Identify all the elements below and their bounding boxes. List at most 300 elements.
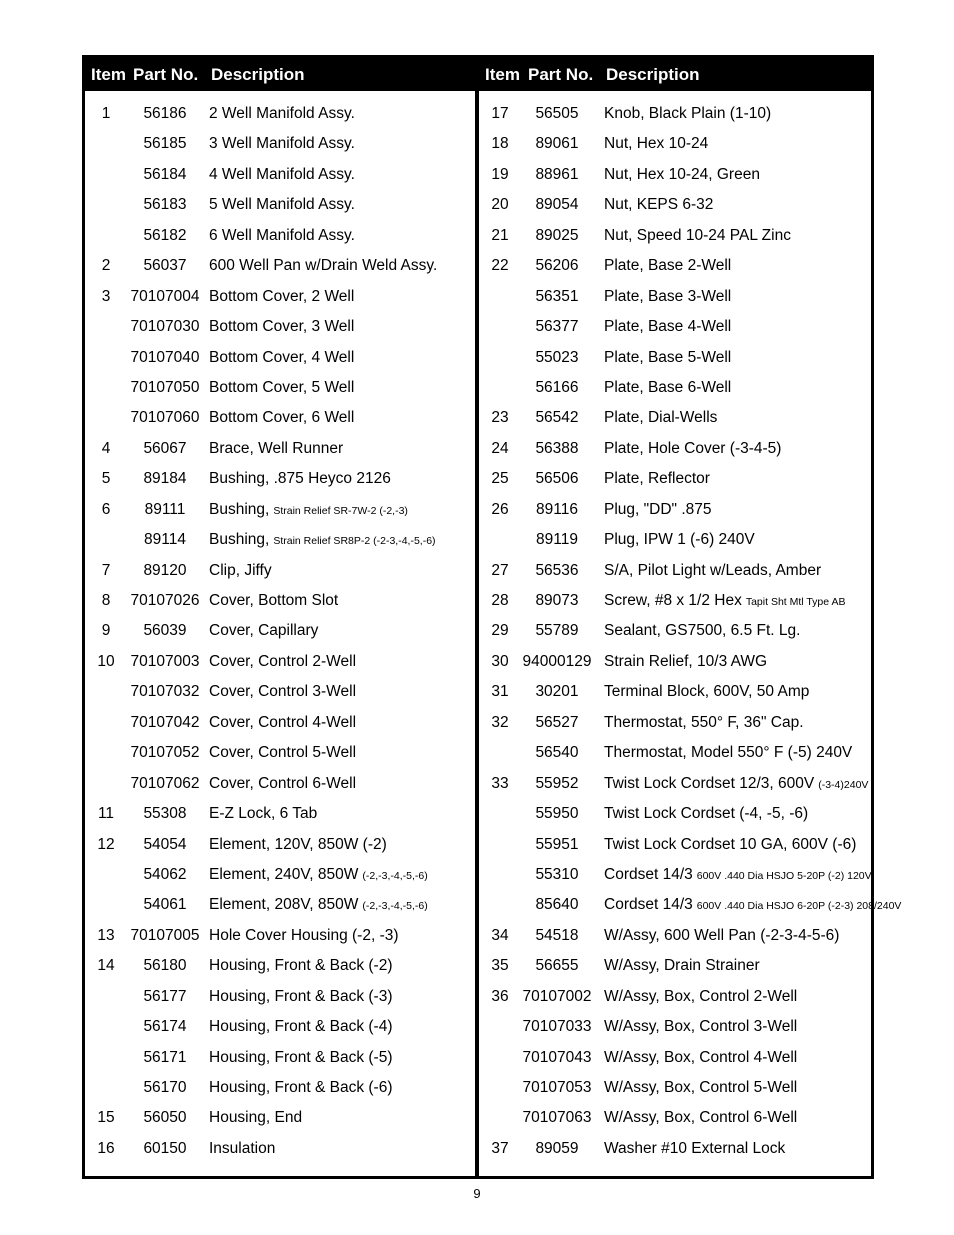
table-row xyxy=(479,182,871,212)
part-number: 70107030 xyxy=(130,318,200,336)
item-number: 11 xyxy=(97,805,115,823)
part-number: 56351 xyxy=(535,287,579,305)
item-number: 37 xyxy=(491,1139,509,1157)
description-text: Brace, Well Runner xyxy=(209,439,344,457)
part-description xyxy=(209,957,392,975)
part-number: 89120 xyxy=(143,561,187,579)
description-text: Bottom Cover, 4 Well xyxy=(209,348,355,366)
part-number: 89119 xyxy=(536,531,578,549)
part-number: 56166 xyxy=(535,378,579,396)
item-number: 21 xyxy=(491,226,509,244)
description-note: 600V .440 Dia HSJO 6-20P (-2-3) 208/240V xyxy=(696,900,902,913)
part-description xyxy=(604,409,717,427)
part-description xyxy=(209,1140,275,1158)
item-number: 26 xyxy=(491,500,509,518)
item-number: 29 xyxy=(491,622,509,640)
description-text: Twist Lock Cordset 12/3, 600V xyxy=(604,774,815,792)
table-row xyxy=(85,1095,475,1125)
table-row xyxy=(85,608,475,638)
part-description xyxy=(604,196,713,214)
part-number: 55023 xyxy=(535,348,579,366)
table-row xyxy=(85,365,475,395)
description-text: 3 Well Manifold Assy. xyxy=(209,135,355,153)
part-number: 70107060 xyxy=(130,409,200,427)
part-number: 94000129 xyxy=(522,652,592,670)
description-text: Cover, Bottom Slot xyxy=(209,592,339,609)
part-number: 56506 xyxy=(535,470,579,488)
part-number: 70107033 xyxy=(522,1018,592,1036)
table-row xyxy=(85,1035,475,1065)
part-number: 56542 xyxy=(535,409,579,427)
part-description xyxy=(209,622,318,640)
table-row xyxy=(85,578,475,608)
description-text: Plate, Dial-Wells xyxy=(604,409,718,427)
part-description xyxy=(604,1079,797,1097)
part-description xyxy=(209,775,356,793)
table-row xyxy=(479,1065,871,1095)
header-part-no: Part No. xyxy=(133,65,199,84)
table-row xyxy=(85,152,475,182)
part-description xyxy=(604,166,760,184)
description-text: Bottom Cover, 5 Well xyxy=(209,378,355,396)
description-note: (-3-4)240V xyxy=(818,778,869,791)
table-row xyxy=(85,669,475,699)
table-row xyxy=(85,426,475,456)
part-description xyxy=(209,318,354,336)
table-row xyxy=(85,791,475,821)
table-row xyxy=(85,487,475,517)
description-text: Housing, Front & Back (-5) xyxy=(209,1048,393,1066)
part-description xyxy=(604,1018,797,1036)
item-number: 25 xyxy=(491,470,509,488)
table-row xyxy=(479,243,871,273)
part-description xyxy=(604,288,731,306)
description-text: Housing, Front & Back (-3) xyxy=(209,987,393,1005)
description-text: Washer #10 External Lock xyxy=(604,1139,786,1157)
part-description xyxy=(209,166,355,184)
part-number: 56185 xyxy=(143,135,187,153)
description-text: Clip, Jiffy xyxy=(209,561,272,579)
description-text: Plate, Base 6-Well xyxy=(604,378,732,396)
table-row xyxy=(85,822,475,852)
table-row xyxy=(85,121,475,151)
item-number: 30 xyxy=(491,652,509,670)
table-row xyxy=(85,182,475,212)
part-description xyxy=(209,257,437,275)
description-text: E-Z Lock, 6 Tab xyxy=(209,805,318,823)
description-text: Cover, Control 4-Well xyxy=(209,713,357,731)
part-description xyxy=(209,440,343,458)
part-number: 56186 xyxy=(143,105,187,122)
part-number: 60150 xyxy=(143,1139,187,1157)
description-text: Cover, Control 3-Well xyxy=(209,683,357,701)
table-row xyxy=(479,274,871,304)
part-number: 56182 xyxy=(143,226,187,244)
table-row xyxy=(479,395,871,425)
description-text: Twist Lock Cordset (-4, -5, -6) xyxy=(604,805,809,823)
description-text: Insulation xyxy=(209,1139,276,1157)
description-text: Cordset 14/3 xyxy=(604,865,693,883)
table-row xyxy=(85,304,475,334)
part-description xyxy=(209,470,391,488)
description-text: Plate, Base 3-Well xyxy=(604,287,732,305)
description-text: Plate, Base 2-Well xyxy=(604,257,732,275)
part-number: 56180 xyxy=(143,957,187,975)
description-text: Bottom Cover, 3 Well xyxy=(209,318,355,336)
table-row xyxy=(85,852,475,882)
description-text: Twist Lock Cordset 10 GA, 600V (-6) xyxy=(604,835,857,853)
part-description xyxy=(604,683,809,701)
table-row xyxy=(85,335,475,365)
description-note: 600V .440 Dia HSJO 5-20P (-2) 120V xyxy=(696,869,872,882)
table-row xyxy=(479,852,871,882)
item-number: 24 xyxy=(491,439,509,457)
part-number: 70107050 xyxy=(130,378,200,396)
part-description xyxy=(209,501,408,519)
part-description xyxy=(209,653,356,671)
part-number: 70107002 xyxy=(522,987,592,1005)
table-row xyxy=(85,943,475,973)
table-row xyxy=(85,913,475,943)
table-row xyxy=(479,304,871,334)
description-note: Strain Relief SR8P-2 (-2-3,-4,-5,-6) xyxy=(273,535,436,548)
table-row xyxy=(85,1004,475,1034)
part-number: 89111 xyxy=(144,500,186,518)
part-description xyxy=(604,440,781,458)
part-description xyxy=(209,1079,392,1097)
part-number: 54062 xyxy=(143,865,187,883)
table-row xyxy=(479,365,871,395)
part-number: 56527 xyxy=(535,713,579,731)
description-text: Housing, Front & Back (-4) xyxy=(209,1018,393,1036)
part-description xyxy=(209,683,356,701)
part-number: 56505 xyxy=(535,105,579,122)
item-number: 14 xyxy=(97,957,115,975)
part-description xyxy=(209,562,272,580)
item-number: 19 xyxy=(491,165,509,183)
item-number: 7 xyxy=(101,561,111,579)
part-number: 89114 xyxy=(144,531,186,549)
item-number: 35 xyxy=(491,957,509,975)
header-description: Description xyxy=(211,65,305,84)
part-description xyxy=(209,1018,392,1036)
part-description xyxy=(209,927,399,945)
right-column xyxy=(479,91,902,1157)
part-description xyxy=(209,988,392,1006)
part-number: 55308 xyxy=(143,805,187,823)
part-description xyxy=(604,105,771,123)
header-item: Item xyxy=(485,65,520,84)
description-text: 5 Well Manifold Assy. xyxy=(209,196,355,214)
header-description: Description xyxy=(606,65,700,84)
part-number: 70107026 xyxy=(130,592,200,609)
part-description xyxy=(604,318,731,336)
part-number: 56184 xyxy=(143,165,187,183)
table-row xyxy=(479,822,871,852)
part-description xyxy=(604,257,731,275)
table-row xyxy=(85,700,475,730)
part-description xyxy=(209,896,428,914)
description-text: Cover, Control 6-Well xyxy=(209,774,357,792)
part-number: 54061 xyxy=(143,896,187,914)
description-text: Bushing, xyxy=(209,531,270,549)
part-number: 56037 xyxy=(143,257,187,275)
description-note: (-2,-3,-4,-5,-6) xyxy=(362,900,428,913)
part-description xyxy=(604,135,708,153)
table-row xyxy=(85,213,475,243)
description-text: 2 Well Manifold Assy. xyxy=(209,105,355,122)
part-description xyxy=(604,227,791,245)
description-text: W/Assy, Box, Control 6-Well xyxy=(604,1109,798,1127)
part-number: 56050 xyxy=(143,1109,187,1127)
part-description xyxy=(209,531,436,549)
description-text: W/Assy, Box, Control 4-Well xyxy=(604,1048,798,1066)
description-text: Plug, IPW 1 (-6) 240V xyxy=(604,531,755,549)
table-header-right xyxy=(479,58,871,91)
part-number: 89054 xyxy=(535,196,579,214)
part-number: 70107003 xyxy=(130,652,200,670)
description-text: Bushing, xyxy=(209,500,270,518)
item-number: 12 xyxy=(97,835,115,853)
part-number: 70107043 xyxy=(522,1048,592,1066)
part-description xyxy=(209,105,355,123)
parts-list-table xyxy=(82,55,902,1179)
table-row xyxy=(479,121,871,151)
item-number: 22 xyxy=(491,257,509,275)
part-number: 70107053 xyxy=(522,1079,592,1096)
table-row xyxy=(479,669,871,699)
item-number: 23 xyxy=(491,409,509,427)
table-row xyxy=(85,243,475,273)
part-number: 89059 xyxy=(535,1139,579,1157)
part-number: 56388 xyxy=(535,439,579,457)
part-description xyxy=(604,836,856,854)
part-number: 70107062 xyxy=(130,774,200,792)
table-row xyxy=(85,517,475,547)
part-description xyxy=(209,866,428,884)
description-text: Screw, #8 x 1/2 Hex xyxy=(604,592,742,609)
description-text: Cover, Control 2-Well xyxy=(209,652,357,670)
part-number: 56183 xyxy=(143,196,187,214)
part-description xyxy=(604,1140,785,1158)
part-description xyxy=(604,896,901,914)
item-number: 34 xyxy=(491,926,509,944)
item-number: 4 xyxy=(101,439,111,457)
item-number: 16 xyxy=(97,1139,115,1157)
table-row xyxy=(85,730,475,760)
description-text: Element, 208V, 850W xyxy=(209,896,359,914)
table-row xyxy=(85,761,475,791)
part-description xyxy=(209,288,354,306)
description-text: Plate, Base 5-Well xyxy=(604,348,732,366)
description-text: Housing, Front & Back (-6) xyxy=(209,1079,393,1096)
description-text: Nut, KEPS 6-32 xyxy=(604,196,714,214)
part-number: 56536 xyxy=(535,561,579,579)
part-number: 56171 xyxy=(143,1048,187,1066)
part-description xyxy=(604,866,872,884)
part-description xyxy=(604,349,731,367)
part-description xyxy=(209,1109,302,1127)
part-number: 85640 xyxy=(535,896,579,914)
table-row xyxy=(479,91,871,121)
part-description xyxy=(604,775,868,793)
part-number: 54518 xyxy=(535,926,579,944)
item-number: 8 xyxy=(101,592,111,609)
part-number: 70107063 xyxy=(522,1109,592,1127)
part-description xyxy=(209,805,317,823)
part-description xyxy=(209,409,354,427)
part-number: 56177 xyxy=(143,987,187,1005)
part-description xyxy=(209,227,355,245)
table-row xyxy=(479,578,871,608)
part-description xyxy=(209,744,356,762)
part-description xyxy=(604,1049,797,1067)
description-text: Nut, Hex 10-24, Green xyxy=(604,165,760,183)
table-row xyxy=(479,974,871,1004)
description-text: Plate, Reflector xyxy=(604,470,710,488)
part-description xyxy=(604,988,797,1006)
description-text: W/Assy, Box, Control 5-Well xyxy=(604,1079,798,1096)
part-number: 55789 xyxy=(535,622,579,640)
description-text: Nut, Hex 10-24 xyxy=(604,135,709,153)
table-row xyxy=(85,274,475,304)
description-text: Plate, Base 4-Well xyxy=(604,318,732,336)
part-number: 55310 xyxy=(535,865,579,883)
description-note: Tapit Sht Mtl Type AB xyxy=(745,596,846,608)
description-text: W/Assy, Box, Control 2-Well xyxy=(604,987,798,1005)
table-row xyxy=(479,517,871,547)
table-row xyxy=(85,548,475,578)
description-text: Terminal Block, 600V, 50 Amp xyxy=(604,683,810,701)
table-row xyxy=(479,761,871,791)
part-description xyxy=(604,501,712,519)
part-description xyxy=(604,805,808,823)
left-column xyxy=(85,91,475,1156)
part-number: 56206 xyxy=(535,257,579,275)
description-text: Cover, Capillary xyxy=(209,622,319,640)
description-text: Bushing, .875 Heyco 2126 xyxy=(209,470,391,488)
table-row xyxy=(479,1095,871,1125)
table-row xyxy=(85,91,475,121)
part-description xyxy=(604,531,755,549)
table-row xyxy=(479,791,871,821)
item-number: 20 xyxy=(491,196,509,214)
item-number: 36 xyxy=(491,987,509,1005)
part-number: 56655 xyxy=(535,957,579,975)
part-description xyxy=(209,349,354,367)
part-number: 89073 xyxy=(535,592,579,609)
part-number: 55952 xyxy=(535,774,579,792)
item-number: 28 xyxy=(491,592,509,609)
description-text: Bottom Cover, 2 Well xyxy=(209,287,355,305)
table-row xyxy=(479,1035,871,1065)
part-number: 54054 xyxy=(143,835,187,853)
description-text: Knob, Black Plain (1-10) xyxy=(604,105,772,122)
part-number: 56039 xyxy=(143,622,187,640)
part-description xyxy=(209,196,355,214)
part-number: 70107040 xyxy=(130,348,200,366)
description-text: Thermostat, Model 550° F (-5) 240V xyxy=(604,744,853,762)
description-text: Thermostat, 550° F, 36" Cap. xyxy=(604,713,804,731)
description-text: W/Assy, Box, Control 3-Well xyxy=(604,1018,798,1036)
table-row xyxy=(479,487,871,517)
description-text: Plate, Hole Cover (-3-4-5) xyxy=(604,439,782,457)
description-text: W/Assy, Drain Strainer xyxy=(604,957,760,975)
part-number: 56540 xyxy=(535,744,579,762)
header-item: Item xyxy=(91,65,126,84)
part-description xyxy=(209,135,355,153)
item-number: 6 xyxy=(101,500,111,518)
part-description xyxy=(604,562,821,580)
description-text: S/A, Pilot Light w/Leads, Amber xyxy=(604,561,822,579)
description-text: Sealant, GS7500, 6.5 Ft. Lg. xyxy=(604,622,801,640)
part-number: 89184 xyxy=(143,470,187,488)
part-description xyxy=(604,1109,797,1127)
page-number: 9 xyxy=(473,1186,481,1201)
table-row xyxy=(479,943,871,973)
part-number: 56170 xyxy=(143,1079,187,1096)
description-text: Element, 120V, 850W (-2) xyxy=(209,835,387,853)
table-row xyxy=(479,882,902,914)
part-description xyxy=(209,714,356,732)
description-text: Hole Cover Housing (-2, -3) xyxy=(209,926,399,944)
part-number: 70107052 xyxy=(130,744,200,762)
part-description xyxy=(604,957,760,975)
description-text: Element, 240V, 850W xyxy=(209,865,359,883)
item-number: 32 xyxy=(491,713,509,731)
item-number: 3 xyxy=(101,287,111,305)
table-row xyxy=(479,913,871,943)
part-number: 56174 xyxy=(143,1018,187,1036)
part-number: 56067 xyxy=(143,439,187,457)
part-number: 56377 xyxy=(535,318,579,336)
table-row xyxy=(479,608,871,638)
item-number: 5 xyxy=(101,470,111,488)
item-number: 2 xyxy=(101,257,111,275)
description-text: Bottom Cover, 6 Well xyxy=(209,409,355,427)
item-number: 27 xyxy=(491,561,509,579)
table-row xyxy=(479,335,871,365)
table-row xyxy=(479,213,871,243)
table-row xyxy=(479,730,871,760)
part-number: 70107004 xyxy=(130,287,200,305)
header-part-no: Part No. xyxy=(528,65,594,84)
part-description xyxy=(604,927,839,945)
table-row xyxy=(479,456,871,486)
table-row xyxy=(85,395,475,425)
table-row xyxy=(479,426,871,456)
part-description xyxy=(604,714,804,732)
description-text: Plug, "DD" .875 xyxy=(604,500,712,518)
description-text: 600 Well Pan w/Drain Weld Assy. xyxy=(209,257,438,275)
description-text: Cordset 14/3 xyxy=(604,896,693,914)
table-row xyxy=(479,700,871,730)
part-description xyxy=(209,592,338,610)
part-number: 30201 xyxy=(535,683,579,701)
description-text: Housing, Front & Back (-2) xyxy=(209,957,393,975)
table-row xyxy=(85,639,475,669)
table-row xyxy=(479,639,871,669)
part-description xyxy=(604,744,852,762)
part-number: 70107042 xyxy=(130,713,200,731)
item-number: 18 xyxy=(491,135,509,153)
part-description xyxy=(209,1049,392,1067)
table-header-left xyxy=(85,58,475,91)
part-number: 70107032 xyxy=(130,683,200,701)
description-text: Housing, End xyxy=(209,1109,303,1127)
table-row xyxy=(85,882,475,912)
description-text: 4 Well Manifold Assy. xyxy=(209,165,355,183)
